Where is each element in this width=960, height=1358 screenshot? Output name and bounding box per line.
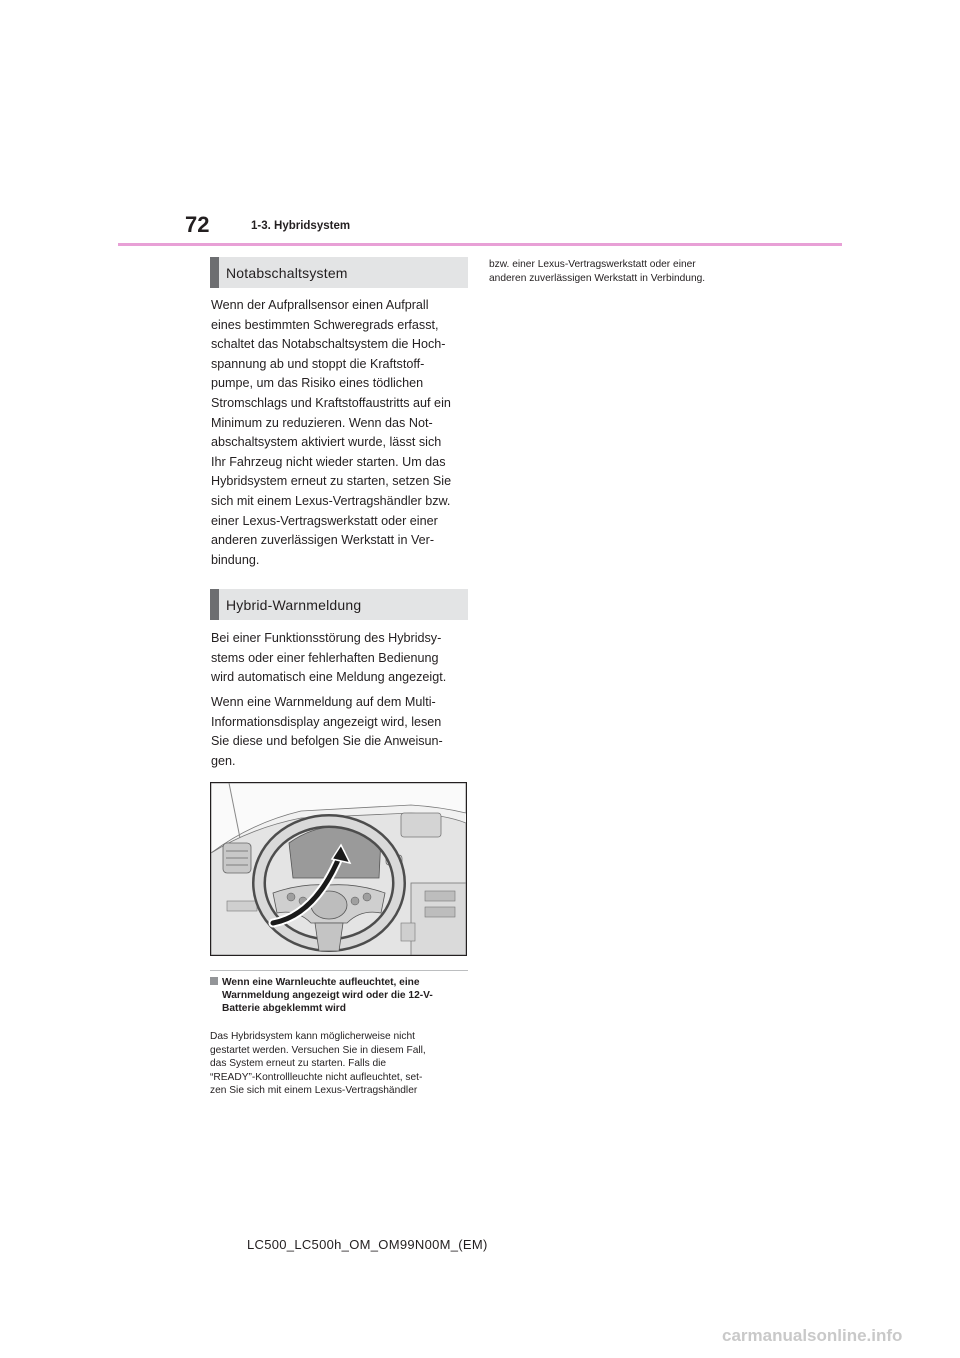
text-line: Wenn eine Warnmeldung auf dem Multi- (211, 695, 436, 709)
square-bullet-icon (210, 977, 218, 985)
text-line: eines bestimmten Schweregrads erfasst, (211, 317, 439, 332)
note-line: gestartet werden. Versuchen Sie in diesem Fall, (210, 1044, 426, 1056)
note-title (210, 977, 472, 1015)
note-line: das System erneut zu starten. Falls die (210, 1058, 387, 1069)
note-line: “READY”-Kontrollleuchte nicht aufleuchtet, set- (210, 1071, 423, 1083)
text-line: spannung ab und stoppt die Kraftstoff- (211, 356, 425, 371)
warnmeldung-paragraph-1 (211, 629, 469, 688)
watermark: carmanualsonline.info (722, 1326, 903, 1345)
note-title-line: Wenn eine Warnleuchte aufleuchtet, eine (222, 977, 420, 988)
warnmeldung-paragraph-2 (211, 693, 469, 771)
text-line: gen. (211, 753, 236, 768)
text-line: einer Lexus-Vertragswerkstatt oder einer (211, 513, 438, 528)
note-title-line: Warnmeldung angezeigt wird oder die 12-V- (222, 989, 433, 1001)
notabschalt-paragraph (211, 296, 469, 570)
text-line: wird automatisch eine Meldung angezeigt. (211, 670, 447, 685)
text-line: abschaltsystem aktiviert wurde, lässt sich (211, 435, 442, 450)
text-line: stems oder einer fehlerhaften Bedienung (211, 650, 439, 665)
note-body (210, 1030, 472, 1098)
page-number: 72 (185, 212, 210, 237)
text-line: bindung. (211, 552, 260, 567)
note-line: anderen zuverlässigen Werkstatt in Verbindung. (489, 272, 706, 284)
note-title-line: Batterie abgeklemmt wird (222, 1002, 346, 1014)
document-id: LC500_LC500h_OM_OM99N00M_(EM) (247, 1237, 488, 1252)
note-continuation (489, 258, 751, 285)
heading-title: Notabschaltsystem (226, 264, 348, 281)
text-line: Wenn der Aufprallsensor einen Aufprall (211, 298, 429, 312)
text-line: Stromschlags und Kraftstoffaustritts auf ein (211, 395, 451, 410)
note-line: Das Hybridsystem kann möglicherweise nicht (210, 1031, 415, 1042)
text-line: schaltet das Notabschaltsystem die Hoch- (211, 337, 446, 352)
header-divider (118, 243, 842, 246)
note-divider (210, 970, 468, 971)
steering-wheel-drawing (211, 783, 466, 955)
note-line: bzw. einer Lexus-Vertragswerkstatt oder einer (489, 259, 696, 270)
heading-notabschaltsystem (210, 257, 468, 288)
text-line: Ihr Fahrzeug nicht wieder starten. Um das (211, 454, 446, 469)
heading-accent-bar (210, 257, 219, 288)
text-line: Informationsdisplay angezeigt wird, lesen (211, 714, 442, 729)
heading-hybrid-warnmeldung (210, 589, 468, 620)
text-line: Sie diese und befolgen Sie die Anweisun- (211, 734, 443, 749)
dashboard-illustration (210, 782, 467, 956)
note-line: zen Sie sich mit einem Lexus-Vertragshändler (210, 1085, 418, 1096)
section-header: 1-3. Hybridsystem (251, 220, 351, 232)
text-line: Hybridsystem erneut zu starten, setzen Sie (211, 474, 452, 489)
text-line: sich mit einem Lexus-Vertragshändler bzw. (211, 493, 451, 508)
text-line: anderen zuverlässigen Werkstatt in Ver- (211, 533, 435, 548)
text-line: Minimum zu reduzieren. Wenn das Not- (211, 415, 433, 430)
heading-accent-bar (210, 589, 219, 620)
heading-title: Hybrid-Warnmeldung (226, 596, 362, 613)
text-line: Bei einer Funktionsstörung des Hybridsy- (211, 631, 442, 645)
text-line: pumpe, um das Risiko eines tödlichen (211, 376, 424, 391)
